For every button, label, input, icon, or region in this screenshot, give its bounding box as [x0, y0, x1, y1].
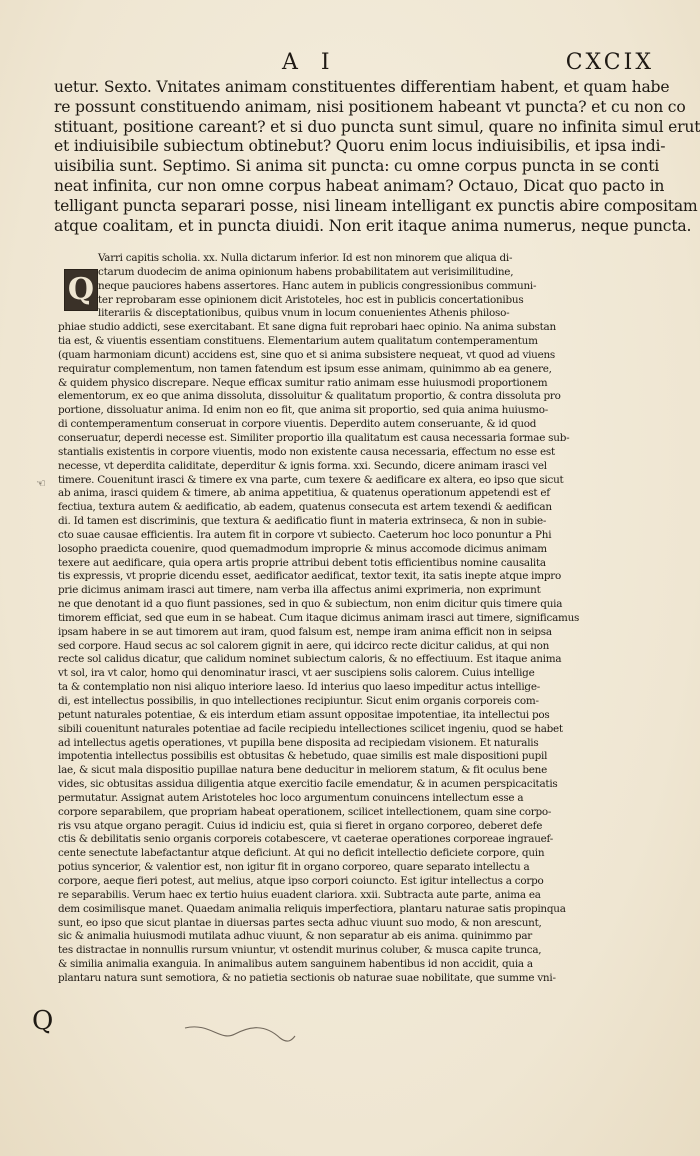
commentary-line: (quam harmoniam dicunt) accidens est, sine quo et si anima subsistere nequeat, vt quod ad viuens	[58, 348, 556, 361]
commentary-block	[58, 252, 598, 986]
commentary-line: losopho praedicta couenire, quod quemadmodum improprie & minus accomode dicimus animam	[58, 542, 547, 555]
commentary-line: neque pauciores habens assertores. Hanc autem in publicis congressionibus communi-	[98, 279, 537, 292]
commentary-line: ad intellectus agetis operationes, vt pupilla bene disposita ad recipiedam visionem. Et naturalis	[58, 736, 539, 749]
commentary-line: ne que denotant id a quo fiunt passiones, sed in quo & subiectum, non enim dicitur quis timere quia	[58, 598, 563, 611]
main-text-line: neat infinita, cur non omne corpus habeat animam? Octauo, Dicat quo pacto in	[54, 176, 665, 195]
commentary-line: plantaru natura sunt semotiora, & no patietia sectionis ob naturae suae nobilitate, que summe vni-	[58, 971, 556, 984]
commentary-line: di. Id tamen est discriminis, que textura & aedificatio fiunt in materia extrinseca, & non in subie-	[58, 515, 547, 528]
commentary-line: ris vsu atque organo peragit. Cuius id indiciu est, quia si fieret in organo corporeo, deberet defe	[58, 819, 543, 832]
commentary-line: fectiua, textura autem & aedificatio, ab eadem, quatenus consecuta est artem texendi & aedifican	[58, 501, 552, 514]
commentary-line: recte sol calidus dicatur, que calidum nominet subiectum caloris, & no effectiuum. Est itaque anima	[58, 653, 562, 666]
commentary-line: petunt naturales potentiae, & eis interdum etiam assunt oppositae impotentiae, ita intellectui pos	[58, 708, 550, 721]
commentary-line: sed corpore. Haud secus ac sol calorem gignit in aere, qui idcirco recte dicitur calidus, at qui non	[58, 639, 550, 652]
commentary-line: potius syncerior, & valentior est, non igitur fit in organo corporeo, quare separato intellectu a	[58, 861, 530, 874]
commentary-line: sibili couenitunt naturales potentiae ad facile recipiedu intellectiones scilicet ingeniu, quod se habet	[58, 722, 563, 735]
commentary-line: cto suae causae efficientis. Ira autem fit in corpore vt subiecto. Caeterum hoc loco ponuntur a Phi	[58, 528, 552, 541]
main-text-line: et indiuisibile subiectum obtinebut? Quoru enim locus indiuisibilis, et ipsa indi-	[54, 137, 666, 156]
commentary-line: lae, & sicut mala dispositio pupillae natura bene deducitur in meliorem statum, & fit oculus bene	[58, 764, 547, 777]
commentary-line: literariis & disceptationibus, quibus vnum in locum conuenientes Athenis philoso-	[98, 307, 510, 320]
commentary-line: portione, dissoluatur anima. Id enim non eo fit, que anima sit proportio, sed quia anima huiusmo-	[58, 404, 549, 417]
paragraph-mark: Q	[32, 1006, 54, 1036]
commentary-line: timorem efficiat, sed que eum in se habeat. Cum itaque dicimus animam irasci aut timere, significamus	[58, 611, 580, 624]
commentary-line: stantialis existentis in corpore viuentis, modo non existente causa necessaria, effectum no esse est	[58, 445, 555, 458]
commentary-heading: Varri capitis scholia. xx. Nulla dictarum inferior. Id est non minorem que aliqua di-	[98, 252, 513, 264]
commentary-line: ter reprobaram esse opinionem dicit Aristoteles, hoc est in publicis concertationibus	[98, 293, 524, 306]
commentary-line: impotentia intellectus possibilis est obtusitas & hebetudo, quae similis est male dispositioni pupil	[58, 750, 548, 763]
commentary-line: & quidem physico discrepare. Neque efficax sumitur ratio animam esse huiusmodi proportionem	[58, 376, 548, 389]
main-text-block	[54, 78, 700, 236]
page-header	[54, 50, 654, 80]
commentary-line: ctis & debilitatis senio organis corporeis cotabescere, vt caeterae operationes corporeae ingrauef-	[58, 833, 554, 846]
main-text-line: uisibilia sunt. Septimo. Si anima sit puncta: cu omne corpus puncta in se conti	[54, 157, 660, 176]
commentary-line: sunt, eo ipso que sicut plantae in diuersas partes secta adhuc viuunt suo modo, & non arescunt,	[58, 916, 542, 929]
commentary-line: dem cosimilisque manet. Quaedam animalia reliquis imperfectiora, plantaru naturae satis propinqua	[58, 902, 566, 915]
commentary-line: re separabilis. Verum haec ex tertio huius euadent clariora. xxii. Subtracta aute parte, anima ea	[58, 888, 541, 901]
decorated-initial: Q	[64, 269, 98, 311]
commentary-line: vt sol, ira vt calor, homo qui denominatur irasci, vt aer suscipiens solis calorem. Cuius intellige	[58, 667, 535, 680]
commentary-line: di contemperamentum conseruat in corpore viuentis. Deperdito autem conseruante, & id quod	[58, 418, 537, 431]
commentary-line: vides, sic obtusitas assidua diligentia atque exercitio facile emendatur, & in acumen perspicacitatis	[58, 778, 558, 791]
commentary-line: elementorum, ex eo que anima dissoluta, dissoluitur & qualitatum proportio, & contra dissoluta pro	[58, 390, 561, 403]
margin-pointing-hand-icon: ☜	[36, 477, 46, 490]
commentary-line: ctarum duodecim de anima opinionum habens probabilitatem aut verisimilitudine,	[98, 265, 514, 278]
commentary-line: cente senectute labefactantur atque deficiunt. At qui no deficit intellectio deficiete corpore, quin	[58, 847, 545, 860]
commentary-line: tia est, & viuentis essentiam constituens. Elementarium autem qualitatum contemperamentum	[58, 335, 538, 348]
commentary-line: corpore, aeque fieri potest, aut melius, atque ipso corpori coiuncto. Est igitur intellectus a corpo	[58, 874, 544, 887]
commentary-line: ab anima, irasci quidem & timere, ab anima appetitiua, & quatenus operationum appetendi est ef	[58, 487, 550, 500]
signature-mark: A I	[282, 50, 338, 75]
main-text-line: stituant, positione careant? et si duo puncta sunt simul, quare no infinita simul erut	[54, 117, 700, 136]
commentary-line: necesse, vt deperdita caliditate, deperditur & ignis forma. xxi. Secundo, dicere animam irasci vel	[58, 459, 547, 472]
commentary-line: texere aut aedificare, quia opera artis proprie attribui debent totis efficientibus nomine causalita	[58, 556, 546, 569]
commentary-line: conseruatur, deperdi necesse est. Similiter proportio illa qualitatum est causa necessaria formae sub-	[58, 431, 570, 444]
commentary-line: & similia animalia exanguia. In animalibus autem sanguinem habentibus id non accidit, quia a	[58, 958, 533, 971]
commentary-line: requiratur complementum, non tamen fatendum est ipsum esse animam, quinimmo ab ea genere,	[58, 362, 552, 375]
commentary-line: sic & animalia huiusmodi mutilata adhuc viuunt, & non separatur ab eis anima. quinimmo par	[58, 930, 532, 943]
commentary-line: corpore separabilem, que propriam habeat operationem, scilicet intellectionem, quam sine corpo-	[58, 805, 552, 818]
main-text-line: atque coalitam, et in puncta diuidi. Non erit itaque anima numerus, neque puncta.	[54, 216, 692, 235]
commentary-line: timere. Couenitunt irasci & timere ex vna parte, cum texere & aedificare ex altera, eo ipso que sicut	[58, 473, 564, 486]
commentary-line: prie dicimus animam irasci aut timere, nam verba illa affectus animi exprimeria, non exprimunt	[58, 584, 541, 597]
commentary-line: permutatur. Assignat autem Aristoteles hoc loco argumentum conuincens intellectum esse a	[58, 791, 524, 804]
folio-number: CXCIX	[565, 50, 654, 75]
commentary-line: ta & contemplatio non nisi aliquo interiore laeso. Id interius quo laeso impeditur actus intellige-	[58, 681, 540, 694]
commentary-line: tes distractae in nonnullis rursum vniuntur, vt ostendit murinus coluber, & musca capite trunca,	[58, 944, 542, 957]
main-text-line: re possunt constituendo animam, nisi positionem habeant vt puncta? et cu non co	[54, 97, 686, 116]
commentary-line: di, est intellectus possibilis, in quo intellectiones recipiuntur. Sicut enim organis corporeis com-	[58, 695, 539, 707]
main-text-line: uetur. Sexto. Vnitates animam constituentes differentiam habent, et quam habe	[54, 78, 670, 96]
main-text-line: telligant puncta separari posse, nisi lineam intelligant ex punctis abire compositam	[54, 196, 698, 215]
commentary-line: phiae studio addicti, sese exercitabant. Et sane digna fuit reprobari haec opinio. Na anima substan	[58, 321, 556, 334]
commentary-line: ipsam habere in se aut timorem aut iram, quod falsum est, nempe iram anima efficit non in seipsa	[58, 625, 552, 638]
ink-scribble-icon	[180, 1020, 300, 1050]
commentary-line: tis expressis, vt proprie dicendu esset, aedificator aedificat, textor texit, ita satis inepte atque impro	[58, 570, 561, 583]
